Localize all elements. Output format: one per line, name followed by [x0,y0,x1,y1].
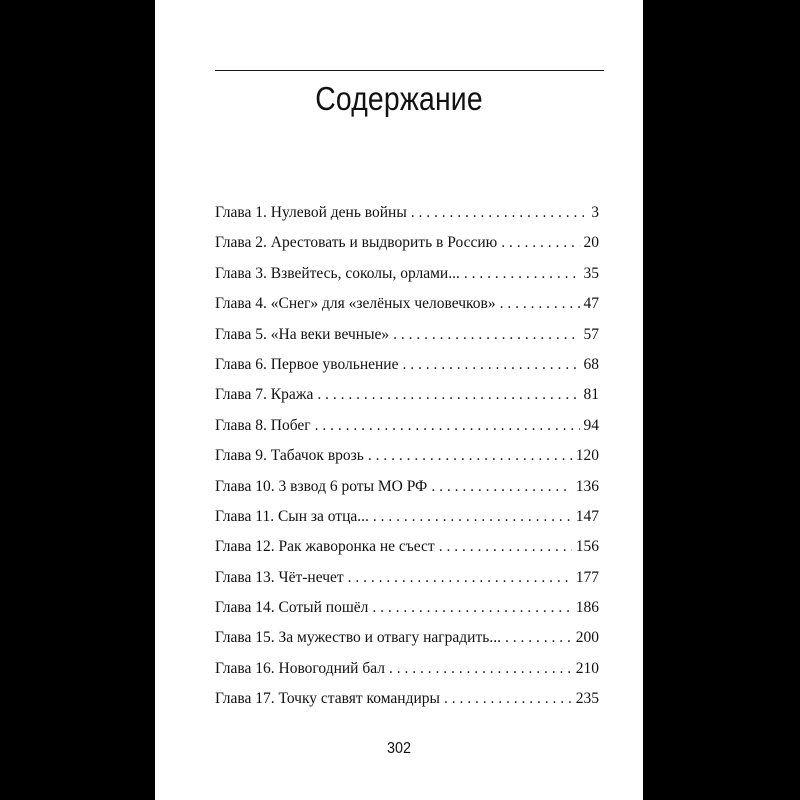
page-title: Содержание [315,80,483,117]
toc-entry [215,386,599,416]
table-of-contents [215,204,599,721]
toc-entry-title: Глава 11. Сын за отца... [215,507,369,525]
toc-entry-title: Глава 6. Первое увольнение [215,355,399,373]
toc-entry-page-number: 3 [591,204,599,221]
toc-entry-page-number: 200 [575,629,599,647]
dot-leader [505,629,572,647]
toc-entry-page-number: 81 [583,386,599,404]
toc-entry-title: Глава 9. Табачок врозь [215,447,364,465]
dot-leader [315,417,580,435]
toc-entry [215,447,599,477]
page-number: 302 [386,740,412,757]
dot-leader [431,478,571,496]
toc-entry [215,629,599,659]
dot-leader [393,326,579,344]
left-dark-border [0,0,155,800]
toc-entry-page-number: 156 [575,538,599,556]
toc-entry-title: Глава 13. Чёт-нечет [215,568,344,586]
toc-entry-title: Глава 3. Взвейтесь, соколы, орлами... [215,264,460,282]
toc-entry [215,538,599,568]
toc-entry [215,204,599,234]
toc-entry-title: Глава 5. «На веки вечные» [215,325,390,343]
dot-leader [372,599,571,617]
toc-entry [215,569,599,599]
dot-leader [402,356,579,374]
toc-entry [215,265,599,295]
toc-entry-page-number: 57 [583,325,599,343]
toc-entry-title: Глава 8. Побег [215,416,311,434]
toc-entry-title: Глава 2. Арестовать и выдворить в Россию [215,234,498,252]
toc-entry [215,599,599,629]
toc-entry-page-number: 147 [575,507,599,525]
toc-entry-page-number: 186 [575,599,599,617]
toc-entry-title: Глава 4. «Снег» для «зелёных человечков» [215,295,496,313]
toc-entry [215,417,599,447]
dot-leader [464,265,580,283]
dot-leader [444,690,572,708]
toc-entry-title: Глава 15. За мужество и отвагу наградить... [215,629,501,647]
dot-leader [317,386,579,404]
toc-entry-page-number: 20 [583,234,599,252]
toc-entry-title: Глава 10. 3 взвод 6 роты МО РФ [215,477,428,495]
toc-entry [215,508,599,538]
toc-entry [215,295,599,325]
toc-entry [215,660,599,690]
toc-entry-title: Глава 14. Сотый пошёл [215,599,369,617]
toc-entry-title: Глава 16. Новогодний бал [215,659,385,677]
dot-leader [411,204,587,222]
dot-leader [348,569,572,587]
right-dark-border [643,0,800,800]
toc-entry-page-number: 47 [583,295,599,313]
dot-leader [500,295,580,313]
toc-entry [215,478,599,508]
toc-entry-title: Глава 7. Кража [215,386,314,404]
toc-entry [215,690,599,720]
toc-entry-page-number: 94 [583,416,599,434]
book-page [155,0,643,800]
toc-entry [215,356,599,386]
dot-leader [501,234,579,252]
toc-entry-title: Глава 1. Нулевой день войны [215,204,407,221]
dot-leader [389,660,572,678]
toc-entry-page-number: 177 [575,568,599,586]
toc-entry-title: Глава 12. Рак жаворонка не съест [215,538,435,556]
toc-entry-page-number: 120 [575,447,599,465]
toc-entry-page-number: 35 [583,264,599,282]
toc-entry-page-number: 235 [575,690,599,708]
toc-entry [215,234,599,264]
dot-leader [368,447,572,465]
toc-entry-page-number: 68 [583,355,599,373]
dot-leader [439,538,572,556]
dot-leader [373,508,572,526]
toc-entry [215,326,599,356]
top-rule-divider [215,70,604,71]
toc-entry-page-number: 136 [575,477,599,495]
toc-entry-title: Глава 17. Точку ставят командиры [215,690,440,708]
toc-entry-page-number: 210 [575,659,599,677]
